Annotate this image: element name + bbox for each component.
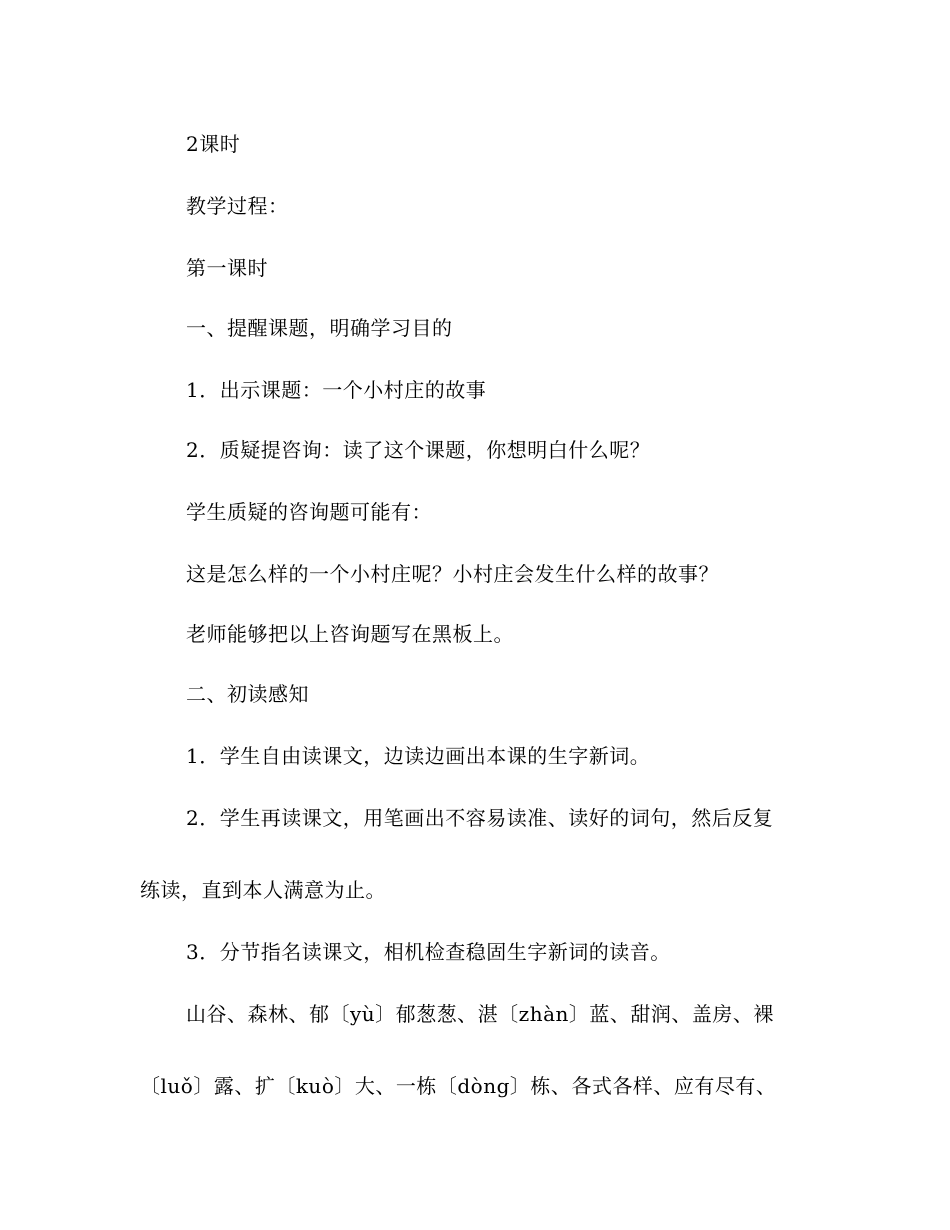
paragraph-line: 1．学生自由读课文，边读边画出本课的生字新词。 <box>186 744 651 768</box>
paragraph-line: 3．分节指名读课文，相机检查稳固生字新词的读音。 <box>186 940 671 964</box>
paragraph-line: 练读，直到本人满意为止。 <box>140 878 386 902</box>
paragraph-line: 这是怎么样的一个小村庄呢？小村庄会发生什么样的故事？ <box>186 562 719 586</box>
paragraph-line: 1．出示课题：一个小村庄的故事 <box>186 378 487 402</box>
section-heading-1: 一、提醒课题，明确学习目的 <box>186 316 453 340</box>
vocabulary-line: 〔luǒ〕露、扩〔kuò〕大、一栋〔dòng〕栋、各式各样、应有尽有、 <box>140 1074 777 1098</box>
vocabulary-line: 山谷、森林、郁〔yù〕郁葱葱、湛〔zhàn〕蓝、甜润、盖房、裸 <box>186 1002 774 1026</box>
section-heading-teaching-process: 教学过程： <box>186 194 289 218</box>
paragraph-line: 2．学生再读课文，用笔画出不容易读准、读好的词句，然后反复 <box>186 806 774 830</box>
paragraph-line: 学生质疑的咨询题可能有： <box>186 500 432 524</box>
lesson-duration: 2课时 <box>186 132 241 156</box>
section-heading-2: 二、初读感知 <box>186 682 309 706</box>
lesson-heading-first: 第一课时 <box>186 256 268 280</box>
paragraph-line: 2．质疑提咨询：读了这个课题，你想明白什么呢？ <box>186 438 651 462</box>
paragraph-line: 老师能够把以上咨询题写在黑板上。 <box>186 622 514 646</box>
